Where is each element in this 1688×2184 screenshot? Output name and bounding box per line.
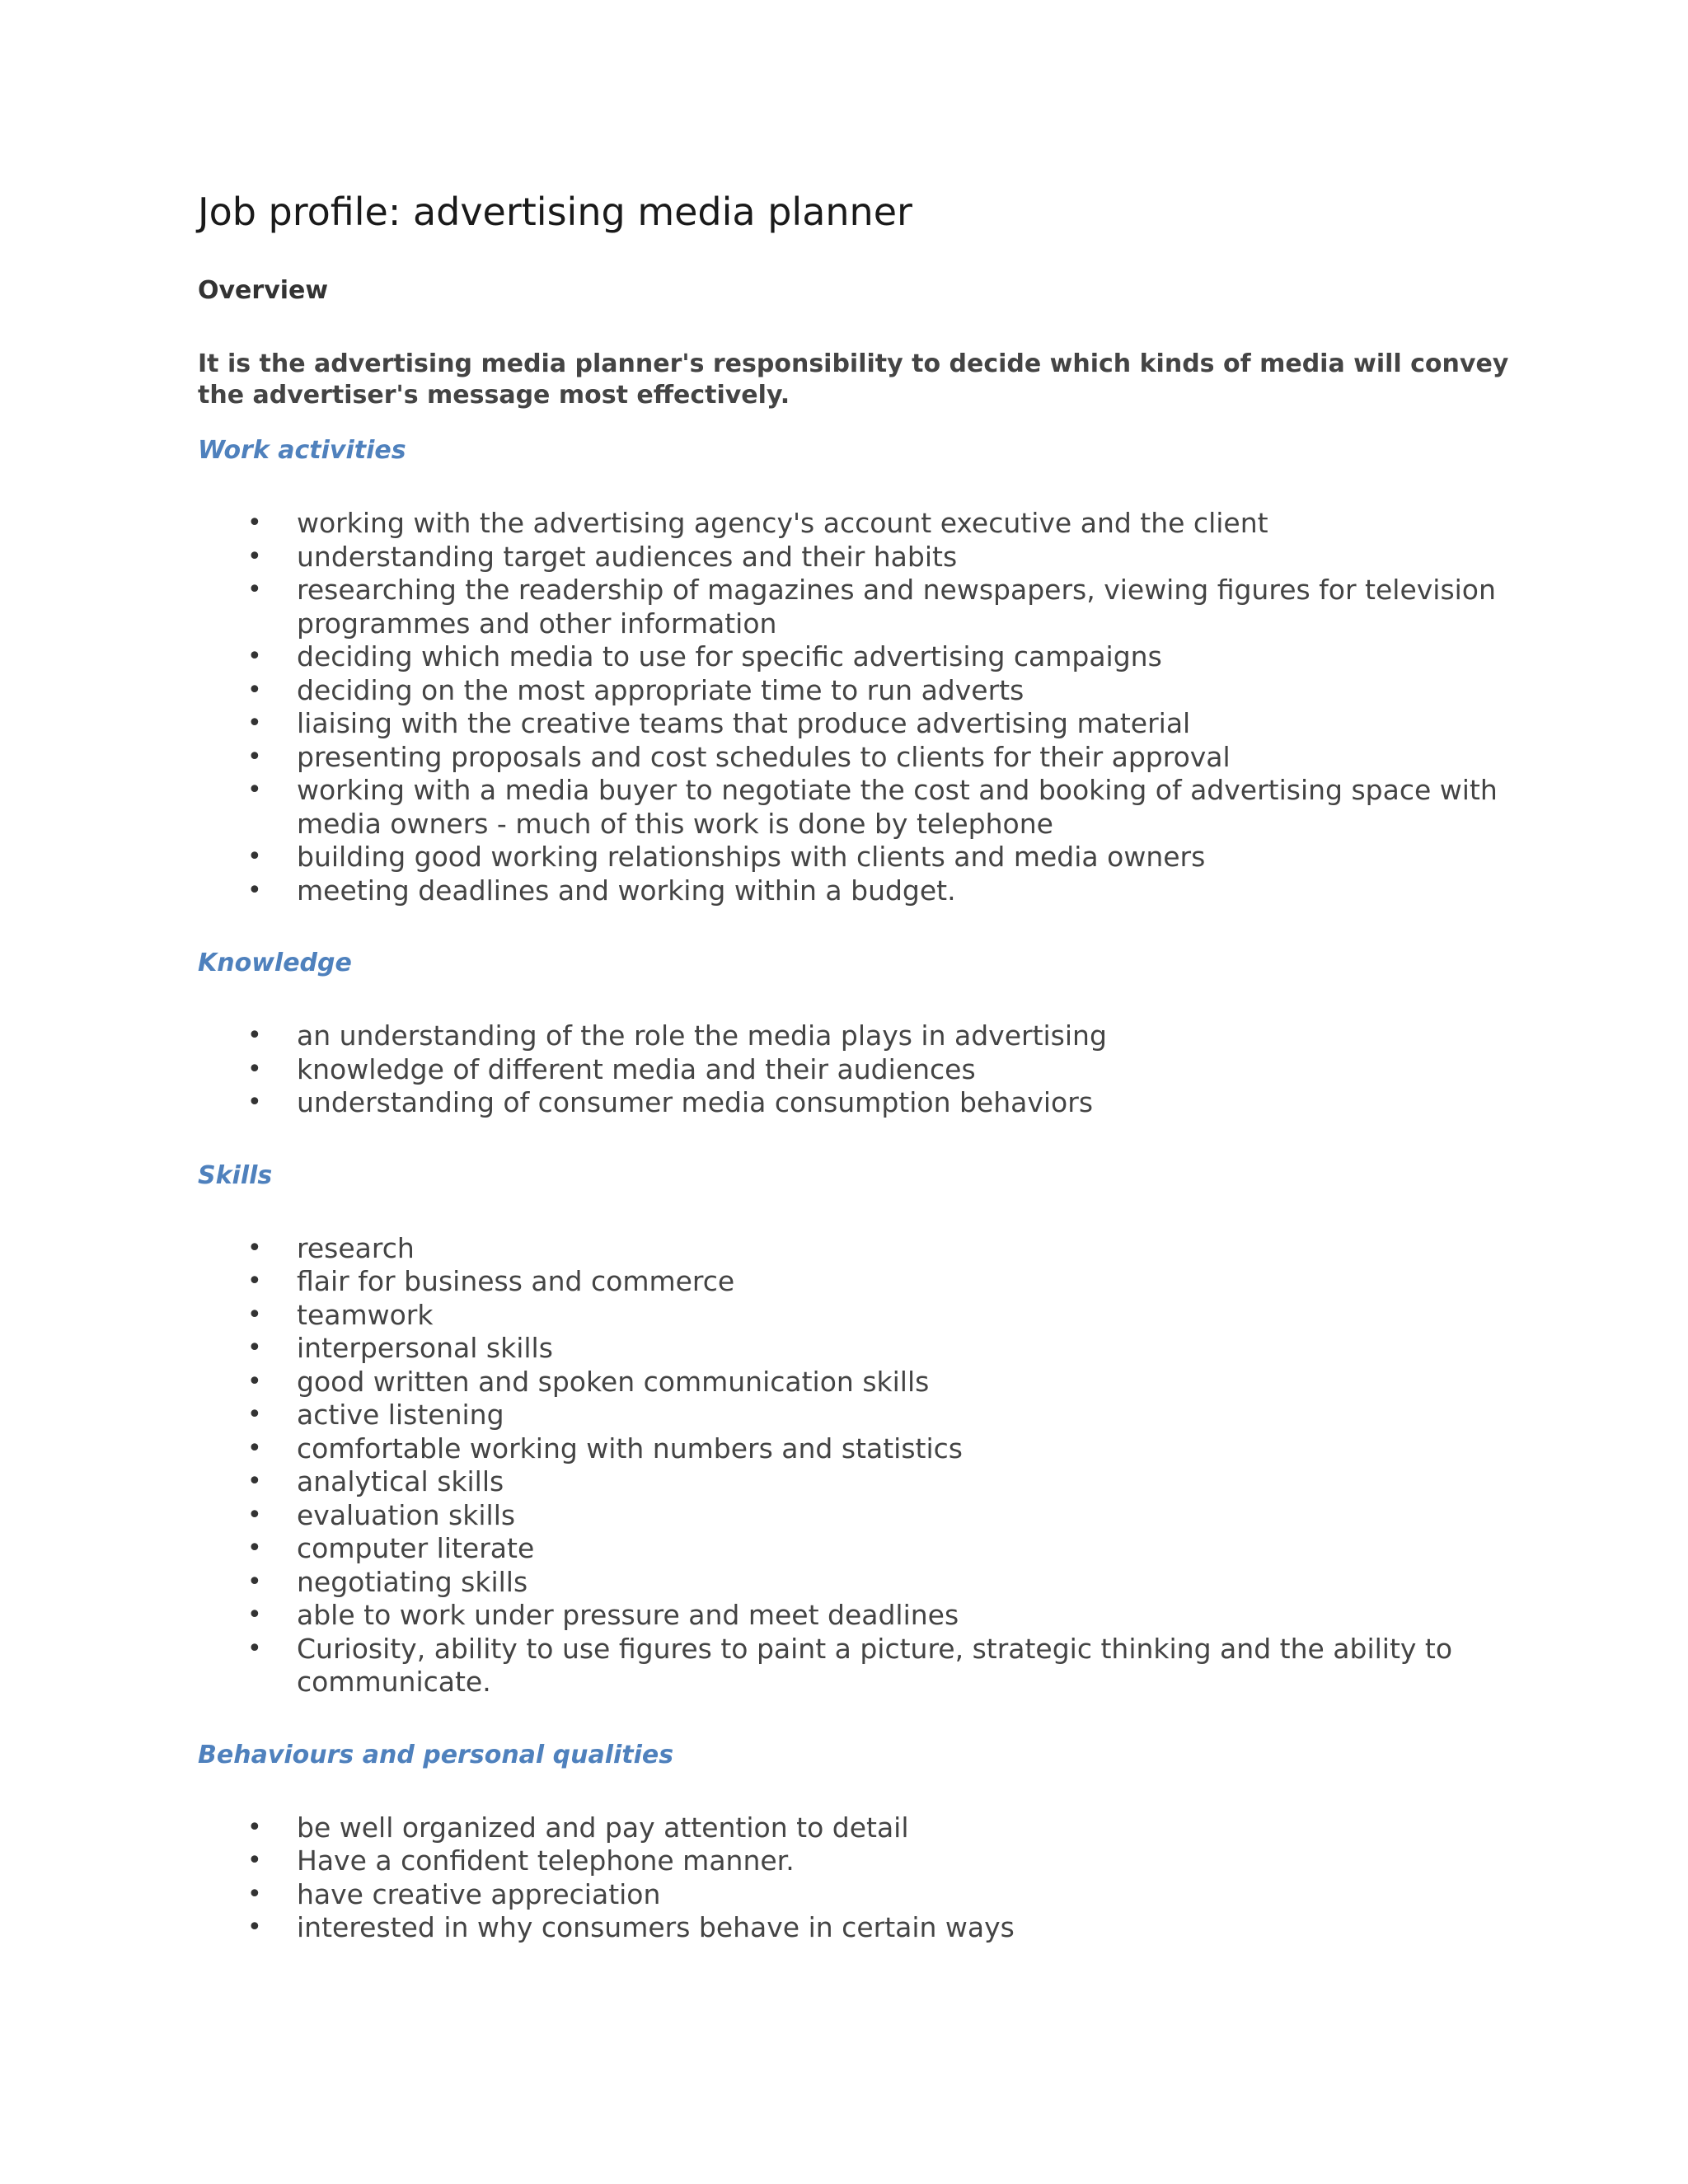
list-item-text: building good working relationships with clients and media owners [297,841,1206,874]
list-item [198,741,1517,775]
knowledge-list [198,1019,1517,1120]
bullet-icon: • [247,1021,262,1051]
list-item [198,1499,1517,1533]
skills-list [198,1232,1517,1699]
list-item [198,640,1517,674]
list-item-text: comfortable working with numbers and statistics [297,1432,963,1465]
bullet-icon: • [247,1913,262,1943]
list-item-text: knowledge of different media and their audiences [297,1052,976,1085]
list-item [198,1599,1517,1633]
list-item-text: presenting proposals and cost schedules to clients for their approval [297,740,1231,773]
list-item-text: an understanding of the role the media plays in advertising [297,1019,1107,1052]
bullet-icon: • [247,1233,262,1263]
bullet-icon: • [247,1534,262,1563]
bullet-icon: • [247,1567,262,1596]
bullet-icon: • [247,1366,262,1396]
intro-paragraph: It is the advertising media planner's responsibility to decide which kinds of media will convey the advertiser's message most effectively. [198,349,1509,410]
bullet-icon: • [247,541,262,571]
bullet-icon: • [247,1601,262,1630]
list-item [198,1633,1517,1699]
list-item-text: liaising with the creative teams that produce advertising material [297,707,1191,740]
list-item-text: computer literate [297,1532,535,1565]
list-item-text: interpersonal skills [297,1332,553,1365]
list-item-text: deciding on the most appropriate time to run adverts [297,673,1025,706]
list-item [198,707,1517,741]
list-item [198,874,1517,908]
list-item-text: understanding of consumer media consumption behaviors [297,1086,1094,1119]
work-activities-list [198,507,1517,907]
bullet-icon: • [247,1267,262,1296]
list-item-text: teamwork [297,1298,434,1331]
list-item-text: active listening [297,1399,504,1432]
bullet-icon: • [247,742,262,771]
list-item-text: negotiating skills [297,1565,528,1598]
section-heading-work-activities: Work activities [198,436,406,466]
list-item-text: deciding which media to use for specific advertising campaigns [297,640,1162,673]
bullet-icon: • [247,1433,262,1463]
list-item [198,1086,1517,1120]
bullet-icon: • [247,1300,262,1329]
list-item [198,1432,1517,1466]
list-item [198,1811,1517,1845]
list-item [198,1232,1517,1266]
bullet-icon: • [247,1467,262,1497]
list-item [198,1265,1517,1299]
list-item [198,1332,1517,1366]
list-item [198,541,1517,574]
bullet-icon: • [247,776,262,805]
section-heading-skills: Skills [198,1160,273,1190]
list-item-text: meeting deadlines and working within a budget. [297,874,956,907]
bullet-icon: • [247,642,262,672]
list-item [198,841,1517,874]
list-item-text: flair for business and commerce [297,1265,735,1298]
bullet-icon: • [247,1812,262,1842]
list-item [198,507,1517,541]
bullet-icon: • [247,1633,262,1663]
list-item [198,1053,1517,1087]
list-item [198,774,1517,841]
page-title: Job profile: advertising media planner [198,190,912,234]
list-item-text: Have a confident telephone manner. [297,1844,795,1877]
list-item-text: interested in why consumers behave in certain ways [297,1911,1015,1944]
list-item [198,1844,1517,1878]
bullet-icon: • [247,1500,262,1530]
list-item [198,1366,1517,1399]
bullet-icon: • [247,675,262,705]
list-item [198,1019,1517,1053]
bullet-icon: • [247,1879,262,1909]
section-heading-knowledge: Knowledge [198,949,352,978]
bullet-icon: • [247,1333,262,1363]
section-heading-behaviours: Behaviours and personal qualities [198,1740,674,1769]
bullet-icon: • [247,1088,262,1118]
bullet-icon: • [247,709,262,738]
list-item [198,674,1517,708]
bullet-icon: • [247,875,262,905]
list-item-text: able to work under pressure and meet deadlines [297,1599,959,1632]
bullet-icon: • [247,1054,262,1084]
list-item-text: good written and spoken communication skills [297,1365,930,1398]
list-item [198,1399,1517,1432]
list-item [198,1911,1517,1945]
list-item-text: working with the advertising agency's account executive and the client [297,507,1268,540]
list-item-text: understanding target audiences and their habits [297,540,958,573]
list-item [198,1465,1517,1499]
list-item [198,1566,1517,1600]
list-item [198,574,1517,640]
list-item-text: research [297,1231,415,1264]
list-item-text: working with a media buyer to negotiate the cost and booking of advertising space with media owners - much of this work is done by telephone [297,774,1498,840]
document-page [198,190,1517,1945]
overview-label: Overview [198,276,329,306]
bullet-icon: • [247,1400,262,1430]
bullet-icon: • [247,1846,262,1876]
list-item [198,1299,1517,1333]
list-item-text: evaluation skills [297,1498,516,1531]
list-item-text: researching the readership of magazines and newspapers, viewing figures for television programmes and other information [297,574,1496,640]
list-item-text: Curiosity, ability to use figures to paint a picture, strategic thinking and the ability to communicate. [297,1632,1453,1699]
list-item-text: be well organized and pay attention to detail [297,1811,909,1844]
list-item-text: analytical skills [297,1465,504,1498]
list-item [198,1878,1517,1912]
behaviours-list [198,1811,1517,1945]
list-item-text: have creative appreciation [297,1877,661,1910]
bullet-icon: • [247,575,262,605]
list-item [198,1532,1517,1566]
bullet-icon: • [247,509,262,538]
bullet-icon: • [247,842,262,872]
